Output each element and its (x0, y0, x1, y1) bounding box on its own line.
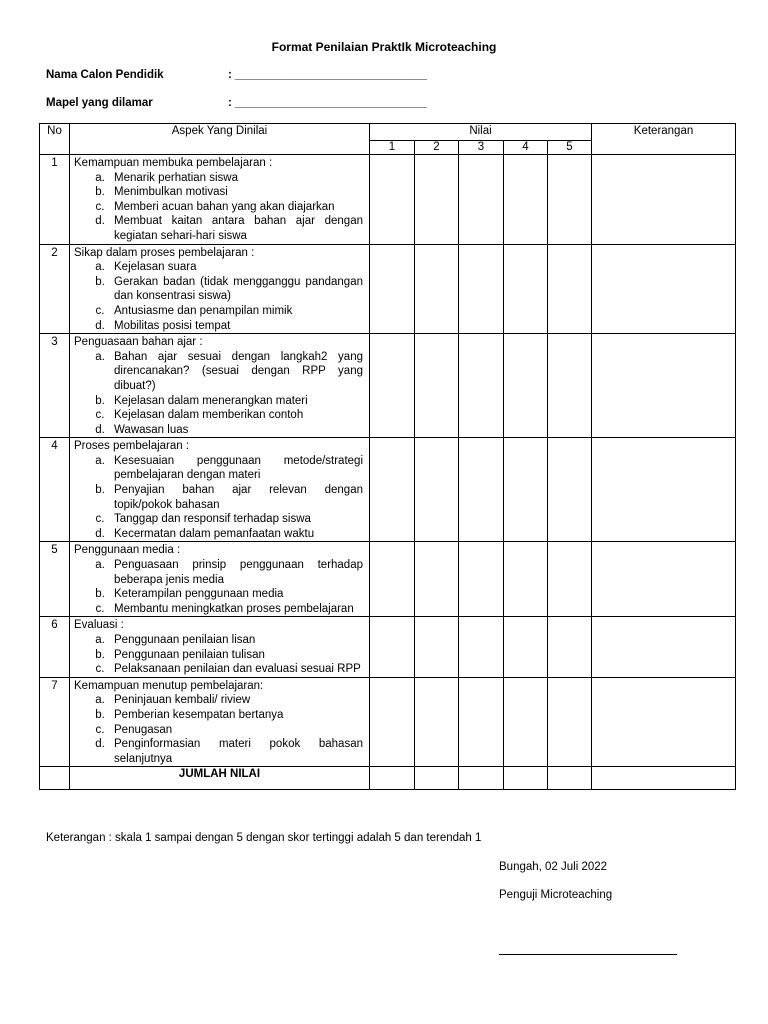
score-cell[interactable] (504, 155, 548, 245)
item-letter: a. (95, 694, 105, 707)
total-score-cell[interactable] (459, 767, 504, 790)
aspect-item (74, 587, 363, 602)
item-text: Membantu meningkatkan proses pembelajaran (114, 602, 354, 615)
score-cell[interactable] (415, 155, 459, 245)
item-letter: c. (95, 723, 105, 736)
score-cell[interactable] (415, 542, 459, 617)
score-cell[interactable] (504, 438, 548, 542)
item-text: Keterampilan penggunaan media (114, 588, 284, 601)
item-letter: c. (95, 200, 105, 213)
aspect-item (74, 527, 363, 542)
score-cell[interactable] (504, 617, 548, 677)
item-text: Penyajian bahan ajar relevan dengan topik/pokok bahasan (114, 484, 363, 511)
item-text: Tanggap dan responsif terhadap siswa (114, 513, 311, 526)
item-letter: b. (95, 484, 105, 497)
item-letter: c. (95, 513, 105, 526)
score-cell[interactable] (548, 617, 592, 677)
score-cell[interactable] (415, 677, 459, 767)
item-text: Kesesuaian penggunaan metode/strategi pembelajaran dengan materi (114, 454, 363, 482)
item-text: Kejelasan dalam memberikan contoh (114, 409, 304, 422)
field-blank: : ______________________________ (228, 69, 427, 81)
aspect-item (74, 723, 363, 738)
score-cell[interactable] (415, 244, 459, 334)
keterangan-cell[interactable] (592, 155, 736, 245)
aspect-item (74, 483, 363, 512)
aspect-item (74, 602, 363, 617)
item-text: Menarik perhatian siswa (114, 171, 239, 184)
item-text: Peninjauan kembali/ riview (114, 694, 251, 707)
score-header-4: 4 (504, 141, 548, 155)
document-title: Format Penilaian PraktIk Microteaching (271, 40, 497, 54)
item-letter: b. (95, 708, 105, 721)
aspect-item (74, 394, 363, 409)
item-letter: d. (95, 738, 105, 751)
score-cell[interactable] (548, 438, 592, 542)
table-row (40, 542, 736, 617)
row-number: 7 (40, 677, 70, 767)
item-letter: d. (95, 527, 105, 540)
header-nilai: Nilai (370, 124, 592, 141)
item-letter: b. (95, 186, 105, 199)
table-row (40, 155, 736, 245)
keterangan-cell[interactable] (592, 438, 736, 542)
item-letter: b. (95, 648, 105, 661)
total-keterangan-cell[interactable] (592, 767, 736, 790)
item-letter: d. (95, 423, 105, 436)
score-cell[interactable] (459, 244, 504, 334)
table-row (40, 677, 736, 767)
item-letter: b. (95, 588, 105, 601)
item-letter: c. (95, 663, 105, 676)
item-text: Penggunaan penilaian lisan (114, 634, 256, 646)
score-header-1: 1 (370, 141, 415, 155)
item-letter: c. (95, 304, 105, 317)
item-letter: b. (95, 394, 105, 407)
keterangan-cell[interactable] (592, 244, 736, 334)
item-text: Kecermatan dalam pemanfaatan waktu (114, 527, 315, 540)
score-cell[interactable] (370, 334, 415, 438)
table-row (40, 334, 736, 438)
total-score-cell[interactable] (370, 767, 415, 790)
total-score-cell[interactable] (504, 767, 548, 790)
item-letter: a. (95, 350, 105, 363)
score-cell[interactable] (504, 542, 548, 617)
examiner-title: Penguji Microteaching (499, 889, 613, 901)
aspect-item (74, 454, 363, 483)
aspect-cell (70, 244, 370, 334)
score-cell[interactable] (504, 244, 548, 334)
field-label: Nama Calon Pendidik (46, 69, 164, 81)
header-aspek: Aspek Yang Dinilai (70, 124, 370, 155)
score-cell[interactable] (370, 244, 415, 334)
item-letter: b. (95, 275, 105, 288)
keterangan-cell[interactable] (592, 542, 736, 617)
table-row (40, 438, 736, 542)
total-score-cell[interactable] (548, 767, 592, 790)
aspect-item (74, 171, 363, 186)
item-text: Kejelasan dalam menerangkan materi (114, 394, 308, 407)
score-cell[interactable] (548, 677, 592, 767)
score-cell[interactable] (415, 334, 459, 438)
keterangan-cell[interactable] (592, 334, 736, 438)
header-keterangan: Keterangan (592, 124, 736, 155)
aspect-item (74, 214, 363, 243)
aspect-cell (70, 334, 370, 438)
aspect-item (74, 648, 363, 663)
item-text: Memberi acuan bahan yang akan diajarkan (114, 200, 335, 213)
item-text: Penggunaan penilaian tulisan (114, 648, 265, 661)
aspect-title: Kemampuan menutup pembelajaran: (74, 679, 264, 692)
score-cell[interactable] (370, 617, 415, 677)
signature-line (499, 948, 677, 955)
item-letter: d. (95, 215, 105, 228)
score-cell[interactable] (459, 438, 504, 542)
row-number: 2 (40, 244, 70, 334)
score-cell[interactable] (504, 677, 548, 767)
score-cell[interactable] (548, 334, 592, 438)
aspect-title: Proses pembelajaran : (74, 440, 190, 453)
aspect-title: Penguasaan bahan ajar : (74, 336, 203, 349)
aspect-item (74, 319, 363, 334)
aspect-title: Kemampuan membuka pembelajaran : (74, 157, 273, 169)
item-text: Bahan ajar sesuai dengan langkah2 yang direncanakan? (sesuai dengan RPP yang dibuat?) (114, 350, 363, 392)
aspect-item (74, 708, 363, 723)
aspect-item (74, 350, 363, 394)
aspect-item (74, 512, 363, 527)
footnote: Keterangan : skala 1 sampai dengan 5 dengan skor tertinggi adalah 5 dan terendah 1 (46, 832, 482, 844)
item-letter: a. (95, 454, 105, 467)
aspect-cell (70, 542, 370, 617)
item-letter: a. (95, 634, 105, 646)
item-text: Mobilitas posisi tempat (114, 319, 231, 332)
row-number: 5 (40, 542, 70, 617)
score-cell[interactable] (459, 334, 504, 438)
total-row (40, 767, 736, 790)
score-header-5: 5 (548, 141, 592, 155)
item-letter: a. (95, 261, 105, 274)
field-nama-calon-pendidik (46, 68, 427, 83)
score-cell[interactable] (459, 542, 504, 617)
aspect-item (74, 737, 363, 766)
item-letter: a. (95, 171, 105, 184)
score-cell[interactable] (415, 617, 459, 677)
item-text: Penguasaan prinsip penggunaan terhadap beberapa jenis media (114, 559, 363, 586)
assessment-table (39, 123, 736, 790)
aspect-item (74, 558, 363, 587)
score-cell[interactable] (548, 542, 592, 617)
item-text: Membuat kaitan antara bahan ajar dengan kegiatan sehari-hari siswa (114, 215, 363, 242)
item-text: Wawasan luas (114, 423, 189, 436)
score-header-3: 3 (459, 141, 504, 155)
aspect-title: Sikap dalam proses pembelajaran : (74, 246, 255, 259)
item-letter: c. (95, 409, 105, 422)
field-label: Mapel yang dilamar (46, 97, 153, 109)
item-text: Pelaksanaan penilaian dan evaluasi sesuai RPP (114, 663, 361, 676)
row-number: 6 (40, 617, 70, 677)
aspect-cell (70, 677, 370, 767)
score-cell[interactable] (548, 244, 592, 334)
score-cell[interactable] (504, 334, 548, 438)
keterangan-cell[interactable] (592, 617, 736, 677)
aspect-item (74, 200, 363, 215)
aspect-item (74, 304, 363, 319)
aspect-item (74, 260, 363, 275)
item-text: Menimbulkan motivasi (114, 186, 228, 199)
score-cell[interactable] (370, 155, 415, 245)
aspect-item (74, 185, 363, 200)
aspect-item (74, 275, 363, 304)
aspect-item (74, 423, 363, 438)
place-date: Bungah, 02 Juli 2022 (499, 861, 608, 873)
item-text: Antusiasme dan penampilan mimik (114, 304, 293, 317)
field-blank: : ______________________________ (228, 97, 427, 109)
aspect-cell (70, 438, 370, 542)
score-cell[interactable] (370, 677, 415, 767)
score-cell[interactable] (459, 677, 504, 767)
score-cell[interactable] (415, 438, 459, 542)
score-cell[interactable] (370, 438, 415, 542)
item-text: Gerakan badan (tidak mengganggu pandangan dan konsentrasi siswa) (114, 275, 363, 303)
total-score-cell[interactable] (415, 767, 459, 790)
item-text: Penginformasian materi pokok bahasan selanjutnya (114, 738, 363, 765)
total-no-cell (40, 767, 70, 790)
aspect-title: Evaluasi : (74, 619, 124, 632)
row-number: 3 (40, 334, 70, 438)
item-text: Kejelasan suara (114, 261, 197, 274)
aspect-item (74, 408, 363, 423)
total-label: JUMLAH NILAI (70, 767, 370, 790)
aspect-item (74, 662, 363, 677)
aspect-title: Penggunaan media : (74, 544, 181, 557)
aspect-item (74, 633, 363, 648)
row-number: 1 (40, 155, 70, 245)
item-text: Pemberian kesempatan bertanya (114, 708, 284, 721)
aspect-cell (70, 155, 370, 245)
item-letter: a. (95, 559, 105, 572)
item-letter: d. (95, 319, 105, 332)
table-row (40, 244, 736, 334)
item-letter: c. (95, 602, 105, 615)
score-cell[interactable] (459, 155, 504, 245)
field-mapel-yang-dilamar (46, 96, 427, 111)
score-header-2: 2 (415, 141, 459, 155)
header-no: No (40, 124, 70, 155)
row-number: 4 (40, 438, 70, 542)
item-text: Penugasan (114, 723, 173, 736)
aspect-cell (70, 617, 370, 677)
aspect-item (74, 693, 363, 708)
score-cell[interactable] (459, 617, 504, 677)
score-cell[interactable] (370, 542, 415, 617)
table-row (40, 617, 736, 677)
keterangan-cell[interactable] (592, 677, 736, 767)
score-cell[interactable] (548, 155, 592, 245)
